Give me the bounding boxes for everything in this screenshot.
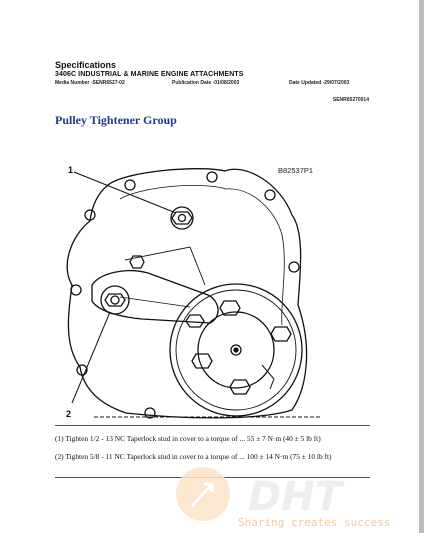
perimeter-bolt <box>71 285 81 295</box>
watermark-brand: DHT <box>248 474 342 520</box>
perimeter-bolt <box>207 172 217 182</box>
callout-2-leader <box>72 312 110 403</box>
perimeter-bolt <box>289 262 299 272</box>
perimeter-bolt <box>265 190 275 200</box>
callout-2-label: 2 <box>66 409 72 419</box>
document-subtitle: 3406C INDUSTRIAL & MARINE ENGINE ATTACHMENTS <box>55 71 244 78</box>
torque-note-2: (2) Tighten 5/8 - 11 NC Taperlock stud in cover to a torque of ... 100 ± 14 N·m (75 ± 10 lb ft) <box>55 452 332 461</box>
hub-bolt <box>186 315 204 327</box>
perimeter-bolt <box>145 408 155 418</box>
document-title: Specifications <box>55 60 117 70</box>
perimeter-bolt <box>125 180 135 190</box>
stud-1 <box>171 207 193 229</box>
watermark-tagline: Sharing creates success <box>238 516 391 529</box>
callout-1-label: 1 <box>68 165 74 175</box>
reference-number: SENR65270014 <box>332 97 369 103</box>
callout-1-leader <box>74 172 176 213</box>
hub-bolt <box>271 327 291 341</box>
page-shadow <box>419 0 424 533</box>
illustration-id: B82537P1 <box>278 166 314 175</box>
torque-note-1: (1) Tighten 1/2 - 13 NC Taperlock stud in cover to a torque of ... 55 ± 7 N·m (40 ± 5 lb ft) <box>55 434 321 443</box>
date-updated: Date Updated -29/07/2003 <box>289 80 350 86</box>
divider-top <box>55 425 370 426</box>
publication-date: Publication Date -01/08/2003 <box>172 80 240 86</box>
pulley-tightener-illustration <box>30 155 370 425</box>
section-title: Pulley Tightener Group <box>55 113 177 127</box>
media-number: Media Number -SENR6527-02 <box>55 80 125 86</box>
